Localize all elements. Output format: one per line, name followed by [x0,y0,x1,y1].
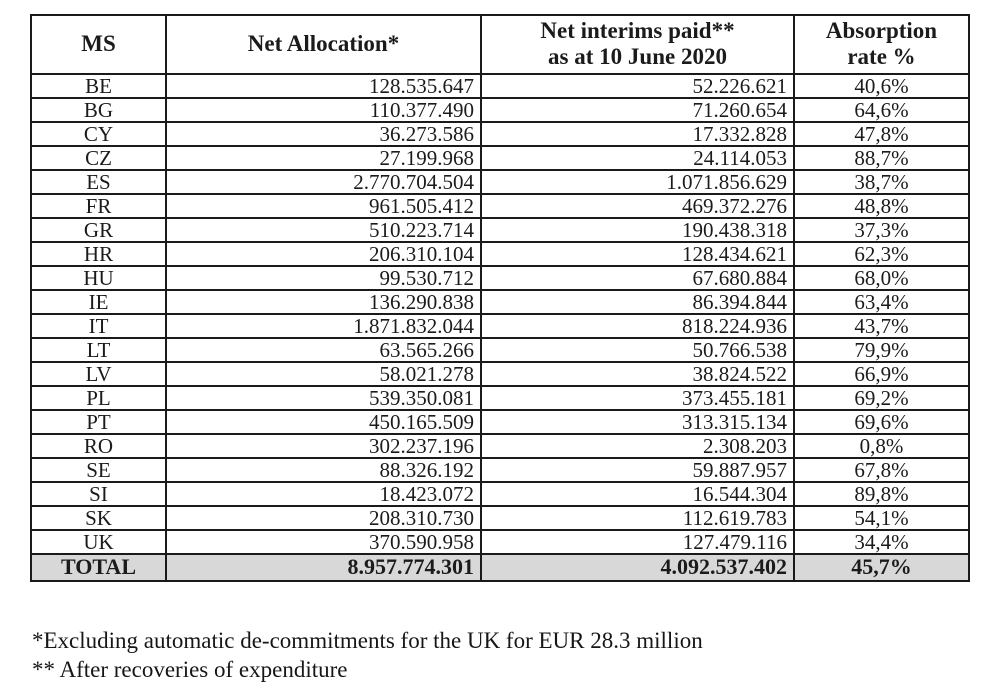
net-interims-value: 52.226.621 [481,74,794,98]
absorption-rate-value: 38,7% [794,170,969,194]
net-interims-value: 67.680.884 [481,266,794,290]
table-footer [31,554,969,581]
ms-code: GR [31,218,166,242]
table-row [31,314,969,338]
header-ms: MS [31,15,166,74]
ms-code: BE [31,74,166,98]
net-allocation-value: 136.290.838 [166,290,481,314]
ms-code: PL [31,386,166,410]
ms-code: ES [31,170,166,194]
net-allocation-value: 961.505.412 [166,194,481,218]
net-interims-value: 313.315.134 [481,410,794,434]
header-row [31,15,969,74]
table-row [31,170,969,194]
net-interims-value: 112.619.783 [481,506,794,530]
net-allocation-value: 1.871.832.044 [166,314,481,338]
net-allocation-value: 370.590.958 [166,530,481,554]
table-row [31,122,969,146]
table-row [31,458,969,482]
header-absorption-line1: Absorption [825,18,938,43]
net-interims-value: 86.394.844 [481,290,794,314]
net-allocation-value: 206.310.104 [166,242,481,266]
absorption-rate-value: 40,6% [794,74,969,98]
ms-code: CY [31,122,166,146]
net-allocation-value: 208.310.730 [166,506,481,530]
net-interims-value: 127.479.116 [481,530,794,554]
net-interims-value: 1.071.856.629 [481,170,794,194]
absorption-rate-value: 43,7% [794,314,969,338]
table-row [31,146,969,170]
table-row [31,362,969,386]
footnote-after-recoveries: ** After recoveries of expenditure [32,657,348,682]
net-allocation-value: 539.350.081 [166,386,481,410]
ms-code: IT [31,314,166,338]
absorption-rate-value: 63,4% [794,290,969,314]
absorption-rate-value: 79,9% [794,338,969,362]
ms-code: HR [31,242,166,266]
ms-code: CZ [31,146,166,170]
header-net-allocation: Net Allocation* [166,15,481,74]
net-allocation-value: 302.237.196 [166,434,481,458]
table-row [31,530,969,554]
table-row [31,338,969,362]
table-body [31,74,969,554]
absorption-rate-value: 69,2% [794,386,969,410]
absorption-rate-value: 66,9% [794,362,969,386]
table-row [31,242,969,266]
table-row [31,74,969,98]
table-row [31,482,969,506]
net-allocation-value: 18.423.072 [166,482,481,506]
ms-code: RO [31,434,166,458]
ms-code: HU [31,266,166,290]
ms-code: SK [31,506,166,530]
absorption-rate-value: 48,8% [794,194,969,218]
table-row [31,266,969,290]
absorption-rate-value: 62,3% [794,242,969,266]
ms-code: BG [31,98,166,122]
absorption-rate-value: 68,0% [794,266,969,290]
table-row [31,290,969,314]
header-absorption-rate [794,15,969,74]
absorption-rate-value: 54,1% [794,506,969,530]
absorption-rate-value: 64,6% [794,98,969,122]
net-interims-value: 16.544.304 [481,482,794,506]
net-allocation-value: 510.223.714 [166,218,481,242]
table-row [31,434,969,458]
absorption-rate-value: 47,8% [794,122,969,146]
net-interims-value: 190.438.318 [481,218,794,242]
header-absorption-line2: rate % [847,44,916,70]
net-allocation-value: 99.530.712 [166,266,481,290]
net-interims-value: 17.332.828 [481,122,794,146]
ms-code: SI [31,482,166,506]
ms-code: LT [31,338,166,362]
absorption-rate-value: 88,7% [794,146,969,170]
header-net-interims [481,15,794,74]
net-allocation-value: 450.165.509 [166,410,481,434]
net-allocation-value: 2.770.704.504 [166,170,481,194]
table-row [31,218,969,242]
ms-code: SE [31,458,166,482]
ms-code: PT [31,410,166,434]
absorption-rate-value: 67,8% [794,458,969,482]
ms-code: LV [31,362,166,386]
total-net-interims-value: 4.092.537.402 [481,554,794,581]
table-row [31,98,969,122]
absorption-rate-value: 34,4% [794,530,969,554]
net-allocation-value: 88.326.192 [166,458,481,482]
total-absorption-rate-value: 45,7% [794,554,969,581]
total-label: TOTAL [31,554,166,581]
net-interims-value: 24.114.053 [481,146,794,170]
net-interims-value: 2.308.203 [481,434,794,458]
net-allocation-value: 58.021.278 [166,362,481,386]
table-row [31,506,969,530]
net-interims-value: 469.372.276 [481,194,794,218]
net-allocation-value: 110.377.490 [166,98,481,122]
allocation-table [30,14,970,582]
total-row [31,554,969,581]
net-interims-value: 59.887.957 [481,458,794,482]
total-net-allocation-value: 8.957.774.301 [166,554,481,581]
table-row [31,410,969,434]
header-net-interims-line1: Net interims paid** [540,18,735,43]
footnotes [32,626,703,684]
header-net-interims-line2: as at 10 June 2020 [548,44,727,70]
net-allocation-value: 27.199.968 [166,146,481,170]
net-interims-value: 50.766.538 [481,338,794,362]
net-interims-value: 373.455.181 [481,386,794,410]
table-row [31,386,969,410]
net-allocation-value: 63.565.266 [166,338,481,362]
absorption-rate-value: 0,8% [794,434,969,458]
absorption-rate-value: 37,3% [794,218,969,242]
net-interims-value: 71.260.654 [481,98,794,122]
net-interims-value: 128.434.621 [481,242,794,266]
absorption-rate-value: 69,6% [794,410,969,434]
ms-code: IE [31,290,166,314]
absorption-rate-value: 89,8% [794,482,969,506]
ms-code: UK [31,530,166,554]
footnote-excluding-decommitments: *Excluding automatic de-commitments for the UK for EUR 28.3 million [32,628,703,653]
net-allocation-value: 128.535.647 [166,74,481,98]
table-row [31,194,969,218]
net-interims-value: 38.824.522 [481,362,794,386]
ms-code: FR [31,194,166,218]
net-allocation-value: 36.273.586 [166,122,481,146]
net-interims-value: 818.224.936 [481,314,794,338]
